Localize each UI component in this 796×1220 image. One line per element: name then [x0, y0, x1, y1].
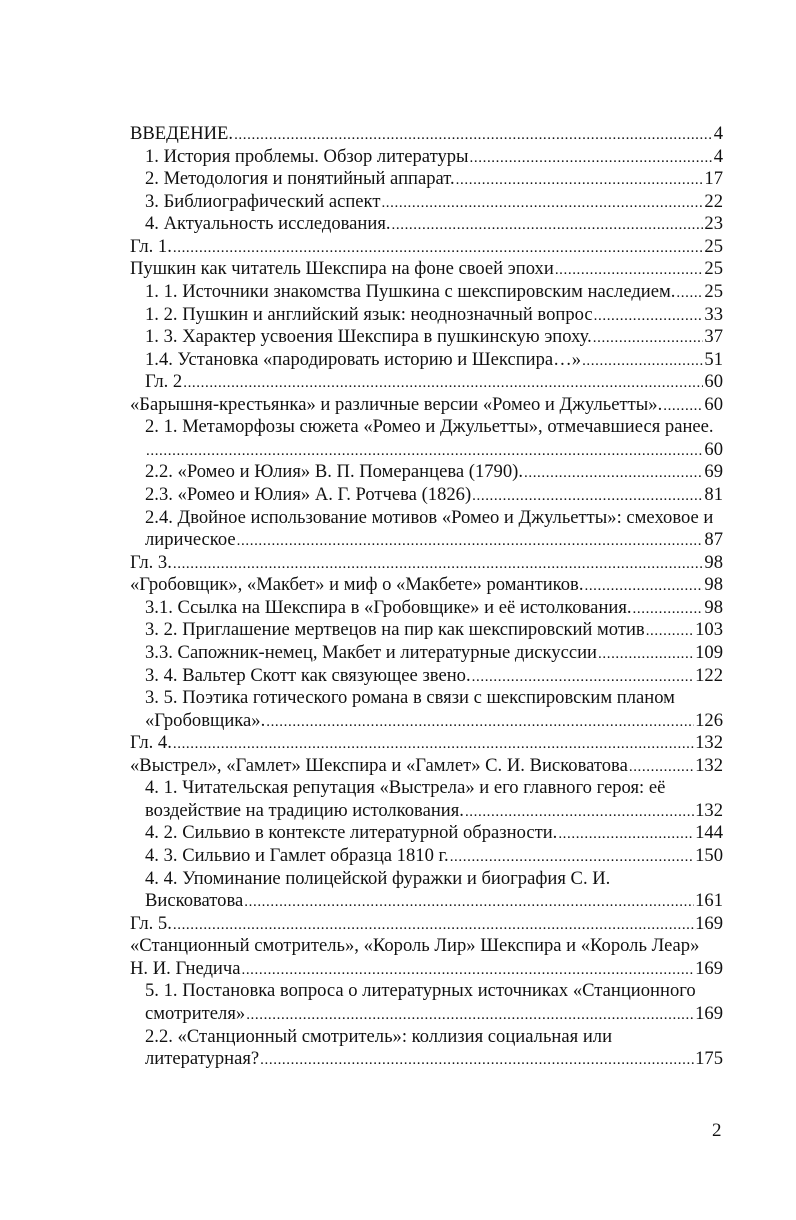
toc-entry-line: [145, 349, 723, 372]
toc-entry-title: 4. 2. Сильвио в контексте литературной образности.: [145, 822, 558, 844]
toc-subsection-entry[interactable]: [130, 484, 723, 507]
toc-entry-line: [145, 439, 723, 462]
toc-entry-title: литературная?: [145, 1048, 260, 1070]
toc-page-number: 109: [695, 641, 723, 663]
toc-page-number: 103: [695, 619, 723, 641]
toc-entry-title: 2.2. «Станционный смотритель»: коллизия социальная или: [145, 1025, 613, 1047]
toc-entry-title: Пушкин как читатель Шекспира на фоне своей эпохи: [130, 258, 554, 280]
toc-page-number: 87: [704, 529, 723, 551]
dot-leader: [381, 192, 703, 215]
toc-entry-title: 3.3. Сапожник-немец, Макбет и литературные дискуссии: [145, 641, 598, 663]
toc-subsection-entry[interactable]: [130, 326, 723, 349]
dot-leader: [244, 891, 694, 914]
toc-page-number: 98: [704, 596, 723, 618]
toc-subsection-entry[interactable]: [130, 191, 723, 214]
dot-leader: [633, 598, 704, 621]
toc-page-number: 37: [704, 326, 723, 348]
toc-page-number: 51: [704, 348, 723, 370]
toc-entry-title: Гл. 2: [145, 371, 183, 393]
dot-leader: [629, 756, 694, 779]
toc-page-number: 98: [704, 574, 723, 596]
toc-chapter-entry[interactable]: [130, 394, 723, 417]
toc-entry-line: [145, 416, 723, 439]
toc-page-number: 60: [704, 393, 723, 415]
toc-entry-title: 2.4. Двойное использование мотивов «Ромео и Джульетты»: смеховое и: [145, 506, 714, 528]
toc-entry-title: Гл. 5.: [130, 912, 172, 934]
toc-subsection-entry[interactable]: [130, 687, 723, 732]
toc-entry-line: [145, 529, 723, 552]
toc-entry-title: «Гробовщика».: [145, 709, 266, 731]
toc-entry-title: Гл. 4.: [130, 732, 172, 754]
toc-page-number: 175: [695, 1048, 723, 1070]
dot-leader: [465, 801, 694, 824]
toc-entry-line: [130, 236, 723, 259]
toc-entry-line: [145, 461, 723, 484]
toc-chapter-entry[interactable]: [130, 123, 723, 146]
toc-entry-line: [145, 484, 723, 507]
toc-entry-line: [145, 281, 723, 304]
toc-entry-line: [145, 800, 723, 823]
toc-subsection-entry[interactable]: [130, 980, 723, 1025]
dot-leader: [266, 711, 694, 734]
toc-page-number: 150: [695, 845, 723, 866]
dot-leader: [450, 846, 694, 869]
dot-leader: [584, 575, 703, 598]
toc-subsection-entry[interactable]: [130, 822, 723, 845]
toc-entry-line: [145, 371, 723, 394]
toc-entry-title: 1. 2. Пушкин и английский язык: неоднозначный вопрос: [145, 303, 593, 325]
toc-entry-title: 2.3. «Ромео и Юлия» А. Г. Ротчева (1826): [145, 484, 472, 505]
dot-leader: [472, 666, 694, 689]
dot-leader: [173, 553, 704, 576]
toc-chapter-entry[interactable]: [130, 935, 723, 980]
dot-leader: [173, 733, 694, 756]
toc-entry-line: [145, 980, 723, 1003]
toc-entry-title: Висковатова: [145, 890, 244, 912]
dot-leader: [558, 823, 694, 846]
toc-entry-line: [130, 755, 723, 778]
dot-leader: [470, 147, 713, 170]
dot-leader: [594, 305, 704, 328]
dot-leader: [646, 620, 694, 643]
toc-subsection-entry[interactable]: [130, 1026, 723, 1071]
toc-entry-line: [145, 710, 723, 733]
toc-entry-title: «Гробовщик», «Макбет» и миф о «Макбете» романтиков.: [130, 574, 584, 596]
toc-entry-line: [130, 394, 723, 417]
toc-entry-title: Гл. 3.: [130, 551, 172, 573]
toc-entry-title: 3. 5. Поэтика готического романа в связи с шекспировским планом: [145, 687, 675, 709]
toc-page-number: 60: [704, 371, 723, 393]
toc-entry-title: 1.4. Установка «пародировать историю и Шекспира…»: [145, 348, 582, 370]
toc-entry-title: ВВЕДЕНИЕ.: [130, 123, 234, 144]
toc-chapter-entry[interactable]: [130, 258, 723, 281]
toc-entry-line: [145, 687, 723, 710]
dot-leader: [246, 1004, 694, 1027]
toc-subsection-entry[interactable]: [130, 371, 723, 394]
toc-subsection-entry[interactable]: [130, 146, 723, 169]
toc-page-number: 22: [704, 190, 723, 212]
toc-entry-line: [130, 935, 723, 958]
toc-entry-line: [145, 191, 723, 214]
toc-page-number: 25: [704, 258, 723, 280]
toc-entry-line: [145, 845, 723, 868]
dot-leader: [582, 350, 703, 373]
toc-page-number: 132: [695, 799, 723, 821]
toc-subsection-entry[interactable]: [130, 868, 723, 913]
toc-entry-title: 2. Методология и понятийный аппарат.: [145, 168, 455, 190]
toc-subsection-entry[interactable]: [130, 281, 723, 304]
toc-page-number: 98: [704, 551, 723, 573]
toc-subsection-entry[interactable]: [130, 213, 723, 236]
toc-entry-title: 3. 4. Вальтер Скотт как связующее звено.: [145, 664, 471, 686]
toc-subsection-entry[interactable]: [130, 777, 723, 822]
toc-page-number: 33: [704, 303, 723, 325]
toc-entry-title: 3.1. Ссылка на Шекспира в «Гробовщике» и её истолкования.: [145, 596, 632, 618]
toc-entry-line: [145, 1003, 723, 1026]
toc-entry-line: [145, 507, 723, 530]
toc-entry-line: [145, 146, 723, 169]
dot-leader: [260, 1049, 694, 1072]
toc-subsection-entry[interactable]: [130, 507, 723, 552]
toc-subsection-entry[interactable]: [130, 845, 723, 868]
toc-chapter-entry[interactable]: [130, 755, 723, 778]
toc-entry-title: «Выстрел», «Гамлет» Шекспира и «Гамлет» С. И. Висковатова: [130, 754, 628, 776]
toc-entry-line: [130, 552, 723, 575]
toc-entry-line: [145, 168, 723, 191]
dot-leader: [241, 959, 694, 982]
toc-page-number: 122: [695, 664, 723, 686]
toc-page-number: 60: [704, 438, 723, 460]
toc-entry-title: 1. 1. Источники знакомства Пушкина с шекспировским наследием.: [145, 280, 676, 302]
dot-leader: [593, 327, 704, 350]
toc-entry-title: «Барышня-крестьянка» и различные версии «Ромео и Джульетты».: [130, 393, 663, 415]
toc-entry-title: 1. История проблемы. Обзор литературы: [145, 145, 469, 167]
toc-entry-line: [145, 665, 723, 688]
toc-chapter-entry[interactable]: [130, 552, 723, 575]
toc-entry-title: 4. 4. Упоминание полицейской фуражки и биография С. И.: [145, 867, 611, 889]
toc-page-number: 25: [704, 280, 723, 302]
toc-entry-line: [145, 822, 723, 845]
toc-entry-title: 2.2. «Ромео и Юлия» В. П. Померанцева (1790).: [145, 461, 523, 483]
dot-leader: [598, 643, 694, 666]
toc-entry-line: [145, 213, 723, 236]
toc-page-number: 132: [695, 732, 723, 754]
toc-entry-title: 2. 1. Метаморфозы сюжета «Ромео и Джульетты», отмечавшиеся ранее.: [145, 416, 714, 438]
dot-leader: [676, 282, 703, 305]
toc-entry-title: 5. 1. Постановка вопроса о литературных источниках «Станционного: [145, 980, 696, 1002]
toc-page-number: 169: [695, 912, 723, 934]
toc-entry-line: [145, 304, 723, 327]
toc-entry-title: 4. Актуальность исследования.: [145, 213, 391, 235]
toc-page-number: 4: [713, 123, 723, 144]
toc-entry-title: Гл. 1.: [130, 235, 172, 257]
toc-page-number: 81: [704, 484, 723, 505]
toc-entry-line: [145, 597, 723, 620]
dot-leader: [392, 214, 704, 237]
toc-page-number: 25: [704, 235, 723, 257]
toc-entry-line: [145, 619, 723, 642]
toc-subsection-entry[interactable]: [130, 304, 723, 327]
toc-page-number: 132: [695, 754, 723, 776]
toc-page-number: 169: [695, 1002, 723, 1024]
dot-leader: [173, 914, 694, 937]
table-of-contents: [130, 123, 723, 1071]
dot-leader: [234, 124, 713, 147]
toc-entry-title: 3. Библиографический аспект: [145, 190, 381, 212]
toc-entry-line: [145, 868, 723, 891]
toc-subsection-entry[interactable]: [130, 349, 723, 372]
toc-chapter-entry[interactable]: [130, 574, 723, 597]
toc-subsection-entry[interactable]: [130, 168, 723, 191]
toc-entry-line: [145, 890, 723, 913]
toc-page-number: 4: [713, 145, 723, 167]
toc-entry-line: [130, 123, 723, 146]
toc-page-number: 144: [695, 822, 723, 844]
toc-chapter-entry[interactable]: [130, 236, 723, 259]
dot-leader: [146, 440, 703, 463]
toc-subsection-entry[interactable]: [130, 642, 723, 665]
toc-entry-line: [130, 958, 723, 981]
toc-page-number: 23: [704, 213, 723, 235]
page-number: 2: [712, 1120, 722, 1141]
toc-entry-line: [145, 326, 723, 349]
toc-entry-title: «Станционный смотритель», «Король Лир» Шекспира и «Король Леар»: [130, 935, 700, 957]
dot-leader: [663, 395, 703, 418]
toc-entry-title: воздействие на традицию истолкования.: [145, 799, 464, 821]
dot-leader: [472, 485, 703, 508]
toc-entry-title: 3. 2. Приглашение мертвецов на пир как шекспировский мотив: [145, 619, 645, 641]
toc-entry-line: [130, 913, 723, 936]
toc-entry-line: [130, 258, 723, 281]
dot-leader: [183, 372, 703, 395]
toc-entry-line: [145, 1048, 723, 1071]
toc-entry-line: [145, 642, 723, 665]
toc-entry-title: 4. 1. Читательская репутация «Выстрела» и его главного героя: её: [145, 777, 666, 799]
toc-entry-title: смотрителя»: [145, 1002, 246, 1024]
toc-entry-line: [130, 574, 723, 597]
dot-leader: [524, 462, 703, 485]
dot-leader: [237, 530, 704, 553]
toc-entry-line: [145, 1026, 723, 1049]
toc-entry-title: лирическое: [145, 529, 236, 551]
dot-leader: [456, 169, 704, 192]
toc-page-number: 161: [695, 890, 723, 912]
toc-entry-line: [145, 777, 723, 800]
toc-entry-line: [130, 732, 723, 755]
toc-subsection-entry[interactable]: [130, 619, 723, 642]
toc-page-number: 69: [704, 461, 723, 483]
toc-page-number: 126: [695, 709, 723, 731]
toc-subsection-entry[interactable]: [130, 416, 723, 461]
toc-entry-title: 1. 3. Характер усвоения Шекспира в пушкинскую эпоху.: [145, 326, 592, 348]
toc-entry-title: 4. 3. Сильвио и Гамлет образца 1810 г.: [145, 845, 449, 866]
toc-subsection-entry[interactable]: [130, 597, 723, 620]
toc-chapter-entry[interactable]: [130, 913, 723, 936]
toc-page-number: 17: [704, 168, 723, 190]
dot-leader: [173, 237, 704, 260]
toc-chapter-entry[interactable]: [130, 732, 723, 755]
toc-page-number: 169: [695, 957, 723, 979]
toc-entry-title: Н. И. Гнедича: [130, 957, 241, 979]
dot-leader: [555, 259, 704, 282]
toc-subsection-entry[interactable]: [130, 665, 723, 688]
toc-subsection-entry[interactable]: [130, 461, 723, 484]
